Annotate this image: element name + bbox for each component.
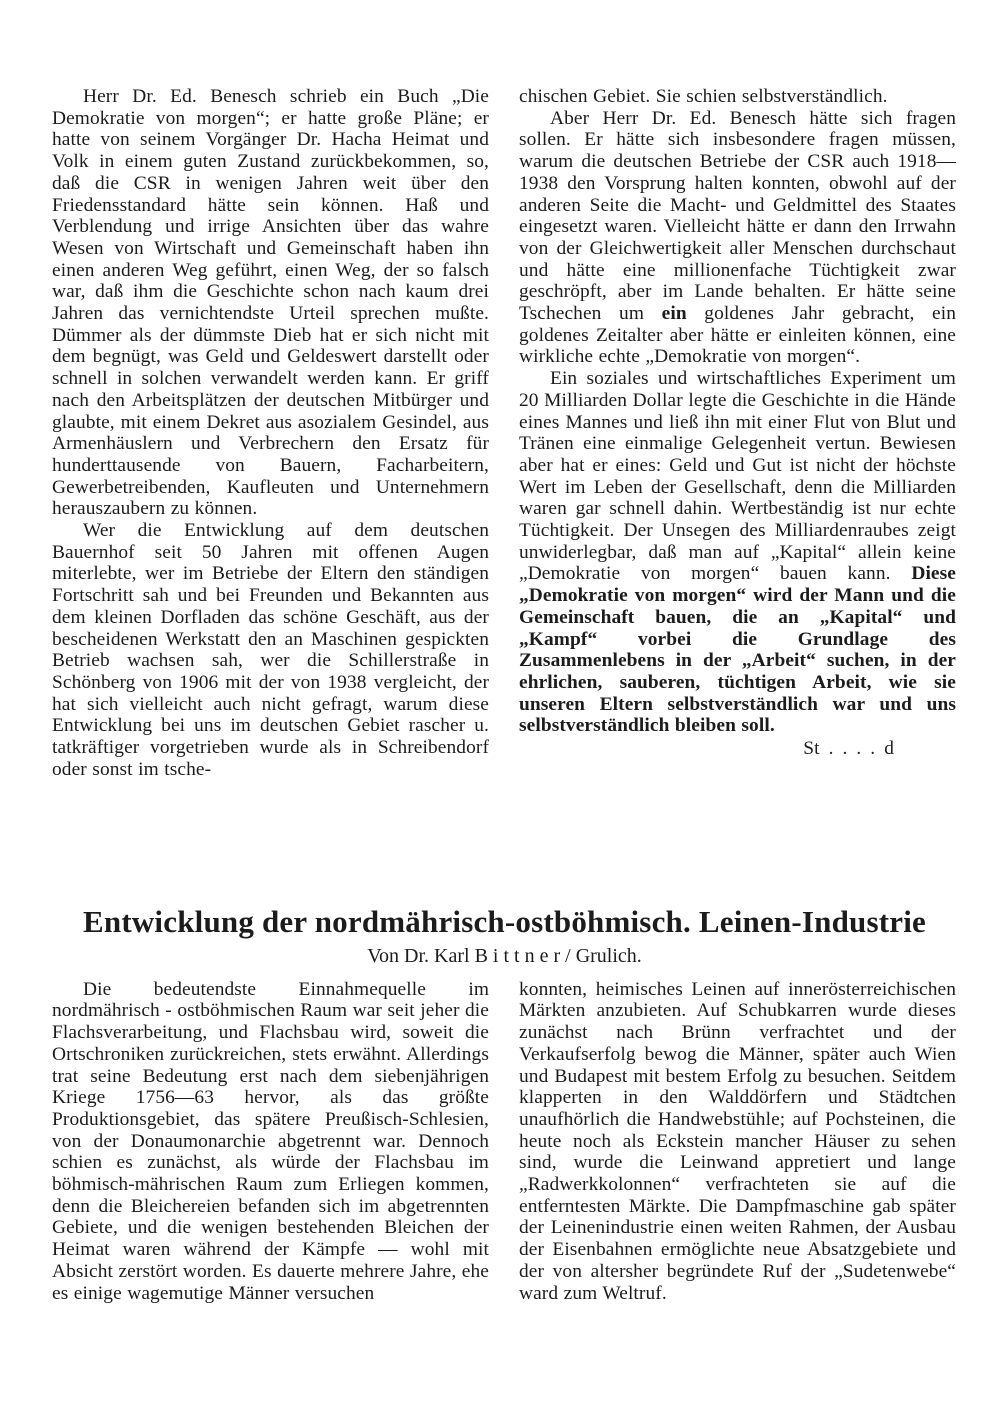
- article-benesch-left-column: [52, 86, 489, 781]
- article-leinen-industrie: [52, 902, 957, 1304]
- article-benesch: [52, 86, 957, 902]
- article-leinen-columns: [52, 979, 957, 1305]
- paragraph: Herr Dr. Ed. Benesch schrieb ein Buch „Die Demokratie von morgen“; er hatte große Pläne; er hatte von seinem Vorgänger Dr. Hacha Heimat und Volk in einem guten Zustand zurückbekommen, so, daß die CSR in wenigen Jahren weit über den Friedensstandard hätte sein können. Haß und Verblendung und irrige Ansichten über das wahre Wesen von Wirtschaft und Gemeinschaft haben ihn einen anderen Weg geführt, einen Weg, der so falsch war, daß ihm die Geschichte schon nach kaum drei Jahren das vernichtendste Urteil sprechen mußte. Dümmer als der dümmste Dieb hat er sich nicht mit dem begnügt, was Geld und Geldeswert darstellt oder schnell in solchen verwandelt werden kann. Er griff nach den Arbeitsplätzen der deutschen Mitbürger und glaubte, mit einem Dekret aus asozialem Gesindel, aus Armenhäuslern und Verbrechern den Ersatz für hunderttausende von Bauern, Facharbeitern, Gewerbetreibenden, Kaufleuten und Unternehmern herauszaubern zu können.: [52, 86, 489, 520]
- article-leinen-right-column: [519, 979, 956, 1305]
- paragraph: konnten, heimisches Leinen auf innerösterreichischen Märkten anzubieten. Auf Schubkarren wurde dieses zunächst nach Brünn verfrachtet und der Verkaufserfolg bewog die Männer, später auch Wien und Budapest mit bestem Erfolg zu besuchen. Seitdem klapperten in den Walddörfern und Städtchen unaufhörlich die Handwebstühle; auf Pochsteinen, die heute noch als Eckstein mancher Häuser zu sehen sind, wurde die Leinwand appretiert und lange „Radwerkkolonnen“ verfrachteten sie auf die entferntesten Märkte. Die Dampfmaschine gab später der Leinenindustrie einen weiten Rahmen, der Ausbau der Eisenbahnen ermöglichte neue Absatzgebiete und der von altersher begründete Ruf der „Sudetenwebe“ ward zum Weltruf.: [519, 978, 956, 1304]
- paragraph: Ein soziales und wirtschaftliches Experiment um 20 Milliarden Dollar legte die Geschichte in die Hände eines Mannes und ließ ihn mit einer Flut von Blut und Tränen eine einmalige Gelegenheit vertun. Bewiesen aber hat er eines: Geld und Gut ist nicht der höchste Wert im Leben der Gesellschaft, denn die Milliarden waren gar schnell dahin. Wertbeständig ist nur echte Tüchtigkeit. Der Unsegen des Milliardenraubes zeigt unwiderlegbar, daß man auf „Kapital“ allein keine „Demokratie von morgen“ bauen kann. Diese „Demokratie von morgen“ wird der Mann und die Gemeinschaft bauen, die an „Kapital“ und „Kampf“ vorbei die Grundlage des Zusammenlebens in der „Arbeit“ suchen, in der ehrlichen, sauberen, tüchtigen Arbeit, wie sie unseren Eltern selbstverständlich war und uns selbstverständlich bleiben soll.: [519, 368, 956, 737]
- paragraph: Wer die Entwicklung auf dem deutschen Bauernhof seit 50 Jahren mit offenen Augen miterlebte, wer im Betriebe der Eltern den ständigen Fortschritt sah und bei Freunden und Bekannten aus dem kleinen Dorfladen das schöne Geschäft, aus der bescheidenen Werkstatt den an Maschinen gespickten Betrieb wachsen sah, wer die Schillerstraße in Schönberg von 1906 mit der von 1938 vergleicht, der hat sich vielleicht auch nicht gefragt, warum diese Entwicklung bei uns im deutschen Gebiet rascher u. tatkräftiger vorgetrieben wurde als in Schreibendorf oder sonst im tsche-: [52, 520, 489, 780]
- article-benesch-columns: [52, 86, 957, 781]
- article-headline: Entwicklung der nordmährisch-ostböhmisch. Leinen-Industrie: [83, 904, 926, 939]
- paragraph: Die bedeutendste Einnahmequelle im nordmährisch - ostböhmischen Raum war seit jeher die Flachsverarbeitung, und Flachsbau wird, soweit die Ortschroniken zurückreichen, stets erwähnt. Allerdings trat seine Bedeutung erst nach dem siebenjährigen Kriege 1756—63 hervor, als das größte Produktionsgebiet, das spätere Preußisch-Schlesien, von der Donaumonarchie abgetrennt war. Dennoch schien es zunächst, als würde der Flachsbau im böhmisch-mährischen Raum zum Erliegen kommen, denn die Bleichereien befanden sich im abgetrennten Gebiete, und die wenigen bestehenden Bleichen der Heimat waren während der Kämpfe — wohl mit Absicht zerstört worden. Es dauerte mehrere Jahre, ehe es einige wagemutige Männer versuchen: [52, 978, 489, 1304]
- article-leinen-left-column: [52, 979, 489, 1305]
- paragraph: Aber Herr Dr. Ed. Benesch hätte sich fragen sollen. Er hätte sich insbesondere fragen müssen, warum die deutschen Betriebe der CSR auch 1918—1938 den Vorsprung halten konnten, obwohl auf der anderen Seite die Macht- und Geldmittel des Staates eingesetzt waren. Vielleicht hätte er dann den Irrwahn von der Gleichwertigkeit aller Menschen durchschaut und hätte eine millionenfache Tüchtigkeit zwar geschröpft, aber im Lande behalten. Er hätte seine Tschechen um ein goldenes Jahr gebracht, ein goldenes Zeitalter aber hätte er einleiten können, eine wirkliche echte „Demokratie von morgen“.: [519, 107, 956, 368]
- article-benesch-right-column: [519, 86, 956, 781]
- paragraph: chischen Gebiet. Sie schien selbstverständlich.: [519, 86, 888, 107]
- author-signature: St . . . . d: [803, 738, 894, 760]
- article-byline: Von Dr. Karl B i t t n e r / Grulich.: [367, 945, 642, 967]
